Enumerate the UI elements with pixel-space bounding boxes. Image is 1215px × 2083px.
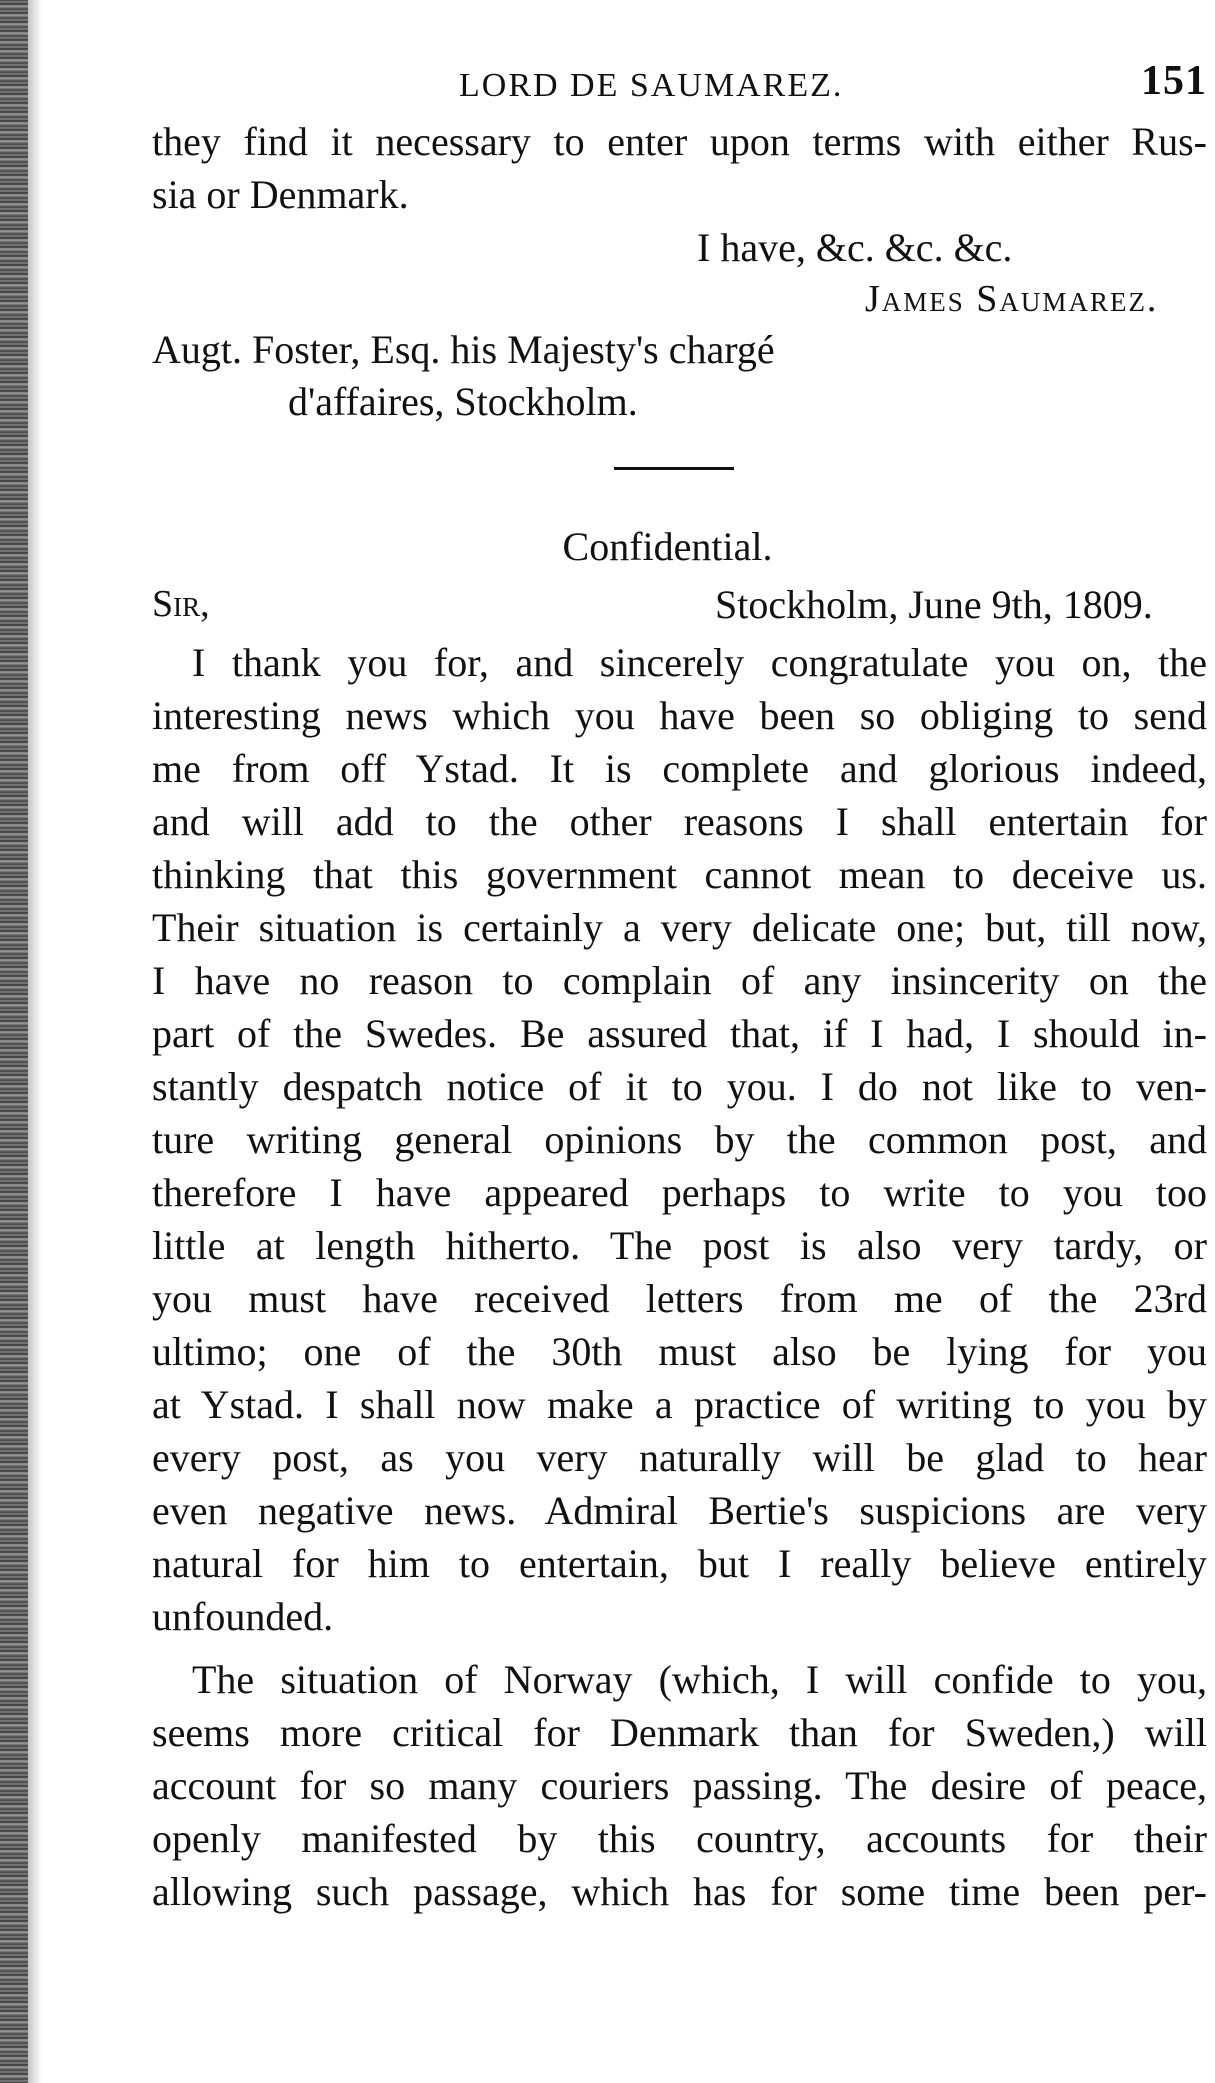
letter-heading: Confidential. [562,524,773,569]
text-line: account for so many couriers passing. The desire of peace, [152,1763,1207,1808]
text-line: ultimo; one of the 30th must also be lying for you [152,1329,1207,1374]
signature: James Saumarez. [865,278,1159,320]
book-binding-edge [0,0,28,2083]
text-line: and will add to the other reasons I shall entertain for [152,799,1207,844]
text-line: The situation of Norway (which, I will confide to you, [192,1657,1207,1702]
text-line: interesting news which you have been so obliging to send [152,693,1207,738]
addressee-line: d'affaires, Stockholm. [288,379,638,424]
text-line: seems more critical for Denmark than for Sweden,) will [152,1710,1207,1755]
text-line: you must have received letters from me of the 23rd [152,1276,1207,1321]
letter-closing: I have, &c. &c. &c. [697,225,1013,270]
text-line: natural for him to entertain, but I really believe entirely [152,1541,1207,1586]
text-line: allowing such passage, which has for some time been per- [152,1869,1207,1914]
salutation-row [152,578,1207,636]
text-line: Their situation is certainly a very delicate one; but, till now, [152,905,1207,950]
dateline: Stockholm, June 9th, 1809. [715,582,1153,627]
addressee-line: Augt. Foster, Esq. his Majesty's chargé [152,327,775,372]
text-line: sia or Denmark. [152,172,409,217]
text-line: at Ystad. I shall now make a practice of writing to you by [152,1382,1207,1427]
text-line: part of the Swedes. Be assured that, if I had, I should in- [152,1011,1207,1056]
text-line: stantly despatch notice of it to you. I do not like to ven- [152,1064,1207,1109]
section-divider [614,467,734,470]
previous-letter-ending [152,115,1207,427]
text-line: me from off Ystad. It is complete and glorious indeed, [152,746,1207,791]
text-line: ture writing general opinions by the common post, and [152,1117,1207,1162]
text-line: little at length hitherto. The post is also very tardy, or [152,1223,1207,1268]
text-line: thinking that this government cannot mean to deceive us. [152,852,1207,897]
running-header [152,55,1207,115]
text-line: therefore I have appeared perhaps to write to you too [152,1170,1207,1215]
text-line: unfounded. [152,1594,334,1639]
text-line: I thank you for, and sincerely congratulate you on, the [192,640,1207,685]
text-line: openly manifested by this country, accounts for their [152,1816,1207,1861]
salutation: Sir, [152,583,210,625]
paragraph-1 [152,636,1207,1643]
text-line: even negative news. Admiral Bertie's suspicions are very [152,1488,1207,1533]
text-line: I have no reason to complain of any insincerity on the [152,958,1207,1003]
text-line: they find it necessary to enter upon terms with either Rus- [152,119,1207,164]
book-page [152,55,1207,1918]
text-line: every post, as you very naturally will be glad to hear [152,1435,1207,1480]
page-number: 151 [1141,58,1207,104]
paragraph-2 [152,1653,1207,1918]
running-title: LORD DE SAUMAREZ. [459,67,844,104]
